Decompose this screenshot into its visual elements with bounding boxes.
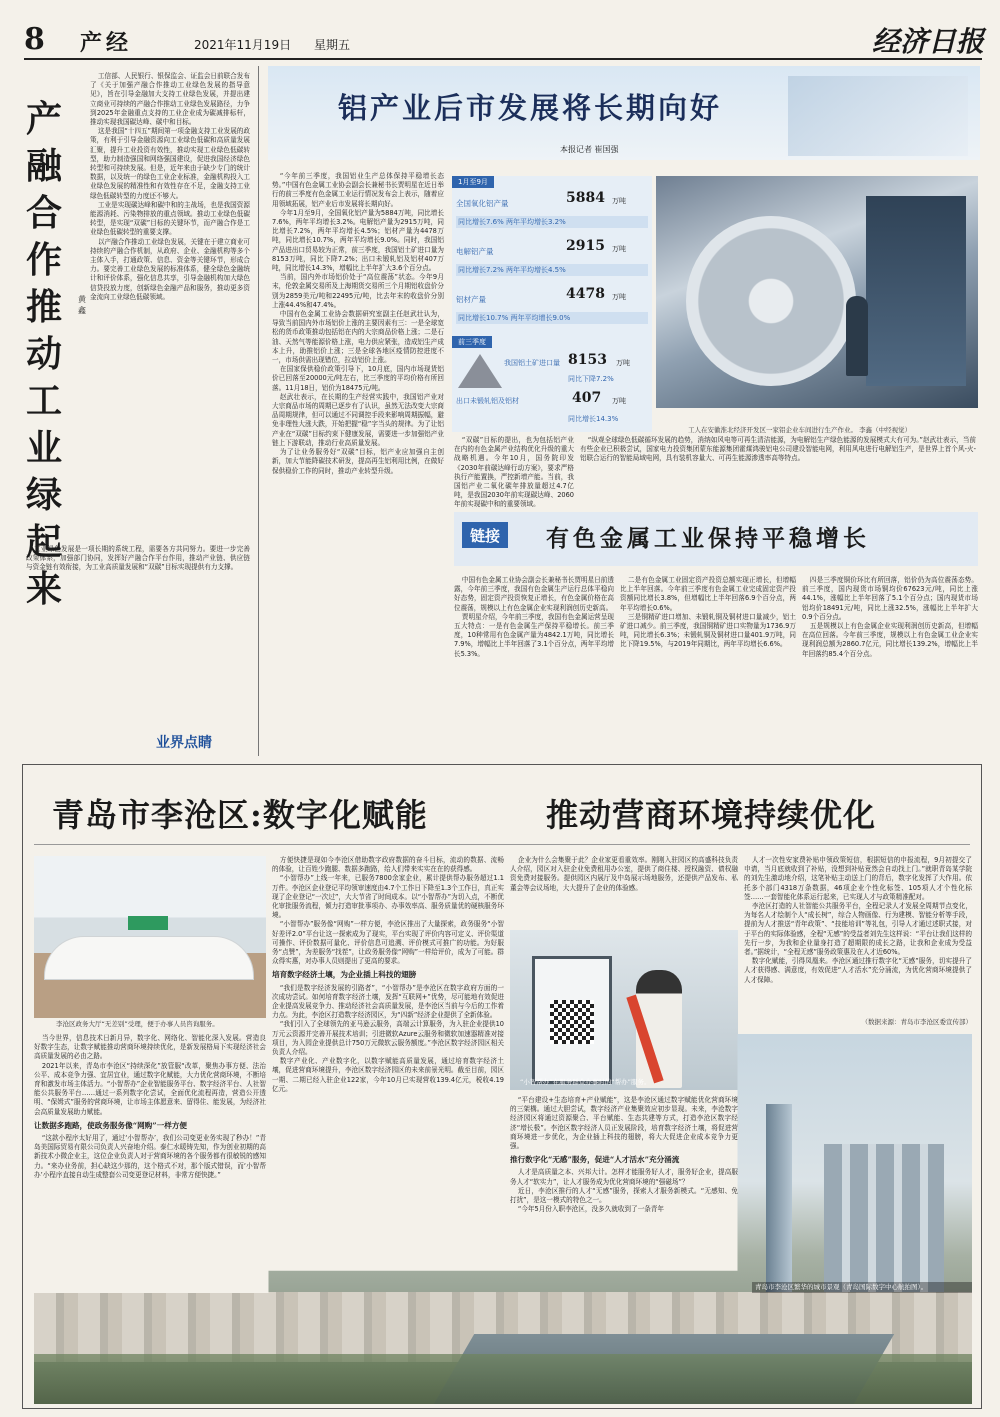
aluminum-paragraph: 赵武壮表示，在长期的生产经营实践中，我国铝产业对大宗商品市场的周期已逐步有了认识，虽然无法改变大宗商品周期规律，但可以通过不同调控手段来影响周期振幅，避免非理性大涨大跌，开始把握“稳”字当头的规律。为了让铝产业在“双碳”目标约束下健康发展，需要进一步加强铝产业链上下游联动，推动行业高质量发展。 <box>272 392 444 447</box>
commentary-headline: 产融合作推动工业绿起来 <box>26 98 63 610</box>
stat-item <box>456 390 648 428</box>
commentary-body <box>90 72 250 542</box>
qingdao-body-col2 <box>272 856 504 1270</box>
stat-label: 出口未锻轧铝及铝材 <box>456 397 519 405</box>
link-body-col3 <box>802 576 978 754</box>
qingdao-body-col3-top <box>510 856 738 926</box>
stat-item <box>456 286 648 326</box>
masthead-rule <box>24 58 982 60</box>
stat-note: 同比增长14.3% <box>568 415 619 423</box>
qingdao-paragraph: “这款小程序太好用了，通过‘小智帮办’，我们公司变更业务实现了秒办！”青岛美国际贸易有限公司负责人兴奋地介绍。泰仁水暖铸先知，作为创业初期的高新技术小微企业主，这位企业负责人对于营商环境的各个服务都有很敏锐的感知力。“来办业务前，担心缺这少那的，这个格式不对，那个版式错误，而‘小智帮办’小程序直接自动生成整套公司变更登记材料，非常方便快捷。” <box>34 1134 266 1179</box>
service-hall-photo <box>34 856 266 1018</box>
paper-name-logo: 经济日报 <box>871 25 984 58</box>
link-paragraph: 中国有色金属工业协会副会长兼秘书长贾明星日前透露，今年前三季度，我国有色金属生产运行总体平稳向好态势，固定资产投资恢复正增长，有色金属价格在高位震荡，规模以上有色金属企业实现利润创历史新高。 <box>454 576 614 612</box>
stat-note: 同比增长10.7% 两年平均增长9.0% <box>456 312 648 324</box>
qingdao-headline-left: 青岛市李沧区:数字化赋能 <box>52 796 428 834</box>
aluminum-paragraph: 今年1月至9月，全国氧化铝产量为5884万吨，同比增长7.6%，两年平均增长3.2%。电解铝产量为2915万吨，同比增长7.2%，两年平均增长4.5%；铝材产量为4478万吨，同比增长10.7%，两年平均增长9.0%。同时，我国铝产品进出口贸易较为正常，前三季度，我国铝土矿进口量为8153万吨，同比下降7.2%；出口未锻轧铝及铝材407万吨，同比增长14.3%，增幅比上半年扩大3.6个百分点。 <box>272 208 444 273</box>
qingdao-paragraph: 数字产业化、产业数字化，以数字赋能高质量发展，通过培育数字经济土壤，促进营商环境提升，李沧区数字经济园区的未来前景光明。截至目前，园区一期、二期已经入驻企业122家，今年10月已实现营收139.4亿元，税收4.19亿元。 <box>272 1057 504 1093</box>
commentary-paragraph: 工业绿色发展是一项长期的系统工程，需要各方共同努力。要进一步完善政策体系，加强部门协同，发挥好产融合作平台作用，推动产业链、供应链与资金链有效衔接，为工业高质量发展和“双碳”目标实现提供有力支撑。 <box>26 545 250 572</box>
link-paragraph: 四是三季度铜价环比有所回落，铝价仍为高位震荡态势。前三季度，国内现货市场铜均价67623元/吨，同比上涨44.1%，涨幅比上半年回落了5.1个百分点；国内现货市场铝均价18491元/吨，同比上涨32.5%，涨幅比上半年扩大0.9个百分点。 <box>802 576 978 621</box>
stat-unit: 万吨 <box>612 197 626 205</box>
park-greenery <box>34 1354 972 1404</box>
commentary-paragraph: 工业是实现碳达峰和碳中和的主战场，也是我国资源能源消耗、污染物排放的重点领域。推动工业绿色低碳转型，是实现“双碳”目标的关键环节，而产融合作是工业绿色低碳转型的重要支撑。 <box>90 200 250 237</box>
qingdao-paragraph: 当今世界，信息技术日新月异，数字化、网络化、智能化深入发展。营造良好数字生态，让数字赋能推动营商环境持续优化，是新发展格局下实现经济社会高质量发展的必由之路。 <box>34 1034 266 1061</box>
page-number: 8 <box>24 22 45 57</box>
worker-figure <box>846 296 868 376</box>
stat-label: 我国铝土矿进口量 <box>504 359 560 367</box>
stat-value: 8153 <box>568 352 607 368</box>
city-skyline-caption: 青岛市李沧区繁华的城市景观（青岛国际数字中心航拍图）。 <box>752 1282 972 1293</box>
stat-label: 铝材产量 <box>456 295 486 304</box>
stat-value: 4478 <box>566 286 605 302</box>
service-hall-caption: 李沧区政务大厅“无差别”受理，便于办事人员咨询服务。 <box>56 1020 219 1028</box>
commentary-author: 黄鑫 <box>78 295 86 315</box>
qingdao-paragraph: 2021年以来，青岛市李沧区“持续深化”放管服“改革，聚焦办事方便、法治公平、成本竞争力强、宜居宜业，通过数字化赋能，大力优化营商环境，不断培育和激发市场主体活力。“小智帮办”企业智能服务平台、数字经济平台、人社智能公共服务平台……通过一系列数字化尝试，全面优化流程再造，营造公开透明、“保姆式”服务的营商环境，让市场主体愿意来、留得住、能发展，为经济社会高质量发展助力赋能。 <box>34 1061 266 1116</box>
aluminum-byline: 本报记者 崔国强 <box>560 145 619 154</box>
ore-pile-icon <box>458 354 502 388</box>
qingdao-body-col3-bottom <box>510 1096 738 1270</box>
helper-kiosk-caption: “小智帮办”在服务群众办事时的“帮办”服务。 <box>520 1078 651 1086</box>
column-label: 业界点睛 <box>156 735 212 751</box>
qingdao-paragraph: “我们是数字经济发展的引路者”，“小智帮办”是李沧区在数字政府方面的一次成功尝试。如何培育数字经济土壤，发挥“互联网+”优势，尽可能地有效促进企业提高发展竞争力、推动经济社会高质量发展，是李沧区当前与今后的工作着力点。为此，李沧区打造数字经济园区，为“四新”经济企业提供了全新体验。 <box>272 983 504 1020</box>
qingdao-subhead: 培育数字经济土壤，为企业插上科技的翅膀 <box>272 970 417 980</box>
stat-note: 同比增长7.2% 两年平均增长4.5% <box>456 264 648 276</box>
stat-unit: 万吨 <box>616 359 630 367</box>
qingdao-paragraph: 人才是高质量之本、兴邦大计。怎样才能服务好人才，服务好企业，提高服务人才“软实力”，让人才服务成为优化营商环境的“强磁场”？ <box>510 1168 738 1186</box>
stat-note: 同比增长7.6% 两年平均增长3.2% <box>456 216 648 228</box>
stat-item <box>456 238 648 278</box>
aluminum-stats-infographic <box>452 176 652 432</box>
service-counter <box>44 936 254 980</box>
link-headline: 有色金属工业保持平稳增长 <box>546 525 870 552</box>
stat-value: 407 <box>572 390 602 406</box>
qingdao-source-note: （数据来源：青岛市李沧区委宣传部） <box>861 1018 972 1026</box>
section-name: 产经 <box>80 30 133 56</box>
qingdao-paragraph: 数字化赋能，引得凤凰来。李沧区通过推行数字化“无感”服务，切实提升了人才获得感、满意度，有效促进“人才活水”充分涌流，为优化营商环境提供了人才保障。 <box>744 957 972 984</box>
stat-unit: 万吨 <box>612 293 626 301</box>
aluminum-paragraph: “双碳”目标的提出，也为包括铝产业在内的有色金属产业结构优化升级的重大战略机遇。今年10月，国务院印发《2030年前碳达峰行动方案》，要求严格执行产能置换，严控新增产能。当前，我国铝产业二氧化碳年排放量超过4.7亿吨，是我国2030年前实现碳达峰、2060年前实现碳中和的重要领域。 <box>454 436 574 509</box>
qr-code-icon <box>550 1000 594 1044</box>
aluminum-body-col3 <box>580 436 976 500</box>
masthead <box>24 22 984 58</box>
qingdao-paragraph: 人才一次性安家费补贴申领政策短信，根据短信的申报流程，9月初提交了申请，当月底就收到了补贴，没想到补贴竟然会自动找上门。”就职青岛某学院的刘先生激动地介绍，这笔补贴主动送上门的背后，数字化发挥了大作用。依托多个部门4318万条数据，46项企业个性化标签、105项人才个性化标签……一套智能化体系运行起来，已实现人才与政策精准配对。 <box>744 856 972 901</box>
qingdao-paragraph: “平台建设+生态培育+产业赋能”，这是李沧区通过数字赋能优化营商环境的三架構。通过大胆尝试，数字经济产业集聚效应初步显现。未来，李沧数字经济园区将通过资源聚合、平台赋能、生态共建等方式，打造李沧区数字经济“增长极”。李沧区数字经济人员正发展阶段，培育数字经济土壤，将促进营商环境进一步优化，为企业插上科技的翅膀，将大大促进企业成本竞争力更强。 <box>510 1096 738 1151</box>
stat-item <box>504 352 648 388</box>
stat-label: 全国氧化铝产量 <box>456 199 509 208</box>
stat-unit: 万吨 <box>612 245 626 253</box>
aluminum-paragraph: 中国有色金属工业协会数据研究室副主任赵武壮认为，导致当前国内外市场铝价上涨的主要因素有三：一是全球宽松的货币政策推动包括铝在内的大宗商品价格上涨；二是石油、天然气等能源价格上涨，电力供应紧张，造成铝生产成本上升，助推铝价上涨；三是全球各地区疫情防控进度不一，市场供需出现错位，拉动铝价上涨。 <box>272 310 444 365</box>
stat-note: 同比下降7.2% <box>568 375 614 383</box>
aluminum-headline: 铝产业后市发展将长期向好 <box>338 91 723 125</box>
qingdao-paragraph: 企业为什么会集聚于此？企业家更看重效率。刚刚入驻园区的高盛科技负责人介绍，园区对入驻企业免费租用办公室，提供了商住楼、授权融资、债权融资免费对接服务。提供园区内展厅及中岛展示场地服务，还提供产品发布、私董会等会议场地，大大提升了企业的体验感。 <box>510 856 738 892</box>
qingdao-body-col4 <box>744 856 972 1016</box>
stat-value: 5884 <box>566 190 605 206</box>
helper-kiosk-photo <box>510 930 738 1090</box>
commentary-paragraph: 这是我国“十四五”期间第一项金融支持工业发展的政策，有利于引导金融资源向工业绿色低碳和高质量发展汇聚，提升工业投资有效性，推动实现工业绿色低碳转型，助力制造强国和网络强国建设，促进我国经济绿色转型和可持续发展。但是，近年来由于缺少专门的统计数据，以及统一的绿色工业企业标准，金融机构投入工业绿色发展的精准性和有效性存在不足，金融支持工业绿色低碳转型的力度还不够大。 <box>90 127 250 200</box>
aluminum-paragraph: 为了让业务服务好“双碳”目标，铝产业应加强自主创新，加大节能降碳技术研发，提高再生铝利用比例，在做好保供稳价工作的同时，推动产业转型升级。 <box>272 448 444 475</box>
machinery-block <box>866 196 966 386</box>
qingdao-headline-right: 推动营商环境持续优化 <box>546 796 877 834</box>
link-paragraph: 二是有色金属工业固定资产投资总额实现正增长，但增幅比上半年回落。今年前三季度有色金属工业完成固定资产投资额同比增长3.8%，但增幅比上半年回落6.9个百分点，两年平均增长0.6%。 <box>620 576 796 612</box>
stat-label: 电解铝产量 <box>456 247 494 256</box>
qingdao-subhead: 让数据多跑路，使政务服务像“网购”一样方便 <box>34 1120 188 1130</box>
link-paragraph: 贾明星介绍，今年前三季度，我国有色金属运营呈现五大特点：一是有色金属生产保持平稳增长。前三季度，10种常用有色金属产量为4842.1万吨，同比增长7.9%，增幅比上半年回落了3.1个百分点，两年平均增长5.3%。 <box>454 612 614 658</box>
qingdao-headline-rule <box>34 844 970 845</box>
counter-green-sign <box>128 916 168 930</box>
stat-item <box>456 190 648 230</box>
qingdao-paragraph: “我们引入了全球领先的亚马逊云服务，高端云计算服务，为入驻企业提供10万元云资源并完善开展技术培训；引进微软Azure云服务和微软加速器精准对接项目，为入园企业提供总计750万元微软云服务额度。”李沧区数字经济园区相关负责人介绍。 <box>272 1020 504 1057</box>
qingdao-paragraph: 方便快捷是现如今李沧区借助数字政府数据的奋斗目标，流动的数据、流畅的体验，让百姓少跑腿、数据多跑路，给人们带来实实在在的获得感。 <box>272 856 504 874</box>
issue-date: 2021年11月19日 <box>194 38 292 52</box>
stats-period-label: 1月至9月 <box>452 176 494 188</box>
qingdao-paragraph: 李沧区打造的人社智能公共服务平台，全程记录人才发展全周期节点变化，为每名人才绘制个人“成长树”，综合人物画像、行为建模、智能分析等手段，提前为人才推送“青年政策”、“技能培训”等礼包，引导人才通过述职式接，对于平台的实际体验感，全程“无感”的受益者刘先生这样说：“平台让我们这样的先行一步，为我和企业量身打造了超期限的成长之路，让我和企业成为受益者。”据统计，“全程无感”服务政策惠及在人才近60%。 <box>744 902 972 957</box>
commentary-body-continued <box>26 545 250 745</box>
stats-period-label: 前三季度 <box>452 336 492 348</box>
qingdao-paragraph: “小智帮办”服务像“网购”一样方便，李沧区推出了大量探索，政务服务“小智好差评2.0”平台让这一探索成为了现实，平台实现了评价内容可定义、评价渠道可操作、评价数据可量化、评价信息可追溯、评价模式可推广的功能。为好服务“点赞”，为差服务“找茬”，让政务服务像“网购”一样给评价，成为了可能。群众得实惠，对办事人员则提出了更高的要求。 <box>272 920 504 966</box>
aluminum-paragraph: 当前，国内外市场铝价处于“高位震荡”状态。今年9月末，伦敦金属交易所及上海期货交易所三个月期铝收盘价分别为2859美元/吨和22495元/吨，比去年末的收盘价分别上涨44.4%和47.4%。 <box>272 273 444 309</box>
banner-building-art <box>788 76 968 156</box>
aluminum-paragraph: 在国家保供稳价政策引导下，10月底，国内市场现货铝价已回落至20000元/吨左右，比三季度的平均价格有所回落。11月18日，铝价为18475元/吨。 <box>272 365 444 392</box>
link-body-col2 <box>620 576 796 754</box>
link-paragraph: 五是规模以上有色金属企业实现利润创历史新高，但增幅在高位回落。今年前三季度，规模以上有色金属工业企业实现利润总额为2860.7亿元，同比增长139.2%，增幅比上半年回落约85.4个百分点。 <box>802 622 978 658</box>
aluminum-body-col1 <box>272 172 444 754</box>
qingdao-body-col1 <box>34 1034 266 1270</box>
link-paragraph: 三是铜精矿进口增加、未锻轧铜及铜材进口量减少，铝土矿进口减少。前三季度，我国铜精矿进口实物量为1736.9万吨，同比增长6.3%；未锻轧铜及铜材进口量401.9万吨，同比下降19.5%，与2019年同期比，两年平均增长6.6%。 <box>620 612 796 649</box>
aluminum-photo-caption: 工人在安徽淮北经济开发区一家铝企业车间进行生产作业。 李鑫（中经视觉） <box>688 426 912 434</box>
aluminum-paragraph: “纵观全球绿色低碳循环发展的趋势，消纳如风电等可再生清洁能源，为电解铝生产绿色能源的发展模式大有可为。”赵武壮表示，当前有些企业已积极尝试，国家电力投资集团蒙东能源集团霍煤鸿骏铝电公司建设智能电网，利用风电进行电解铝生产，是世界上首个风-火-铝联合运行的智能局域电网，具有装机容量大、可再生能源渗透率高等特点。 <box>580 436 976 463</box>
qingdao-paragraph: “今年5月份入职李沧区，没多久就收到了一条青年 <box>517 1205 664 1214</box>
aluminum-body-col2 <box>454 436 574 509</box>
issue-weekday: 星期五 <box>314 38 351 52</box>
commentary-paragraph: 工信部、人民银行、银保监会、证监会日前联合发布了《关于加强产融合作推动工业绿色发展的指导意见》，旨在引导金融加大支持工业绿色发展，并提出建立商业可持续的产融合作推动工业绿色发展路径，力争到2025年金融重点支持的工业企业成为碳减排标杆，推动实现我国碳达峰、碳中和目标。 <box>90 72 250 127</box>
qingdao-paragraph: “小智帮办”上线一年来，已服务7800余家企业，累计提供帮办服务超过1.1万件。李沧区企业登记平均领审速度由4.7个工作日下降至1.3个工作日，真正实现了企业登记“一次过”，大大节省了时间成本。以“小智帮办”为切入点，不断优化审批服务流程，倾力打造审批事项办、办事效率高、服务质量优的硬核服务环境。 <box>272 874 504 920</box>
stat-unit: 万吨 <box>612 397 626 405</box>
link-tag: 链接 <box>462 522 508 548</box>
aluminum-paragraph: “今年前三季度，我国铝业生产总体保持平稳增长态势。”中国有色金属工业协会副会长兼秘书长贾明星在近日举行的前三季度有色金属工业运行情况发布会上表示，随着应用领域拓展，铝产业后市发展将长期向好。 <box>272 172 444 208</box>
qingdao-subhead: 推行数字化“无感”服务，促进“人才活水”充分涌流 <box>510 1155 680 1165</box>
commentary-paragraph: 以产融合作推动工业绿色发展，关键在于建立商业可持续的产融合作机制，从政府、企业、金融机构等多个主体入手，打通政策、信息、资金等关键环节，形成合力。要完善工业绿色发展的标准体系，健全绿色金融统计和评价体系，强化信息共享，引导金融机构加大绿色信贷投放力度，创新绿色金融产品和服务，推动更多资金流向工业绿色低碳领域。 <box>90 237 250 301</box>
aluminum-factory-photo <box>656 176 978 408</box>
aluminum-coil-shape <box>686 216 856 386</box>
stat-value: 2915 <box>566 238 605 254</box>
qingdao-paragraph: 近日，李沧区推行的人才“无感”服务，探索人才服务新模式。“无感知、免打扰”，是这一模式的特色之一。 <box>510 1186 738 1205</box>
column-divider <box>258 66 259 756</box>
link-body-col1 <box>454 576 614 754</box>
